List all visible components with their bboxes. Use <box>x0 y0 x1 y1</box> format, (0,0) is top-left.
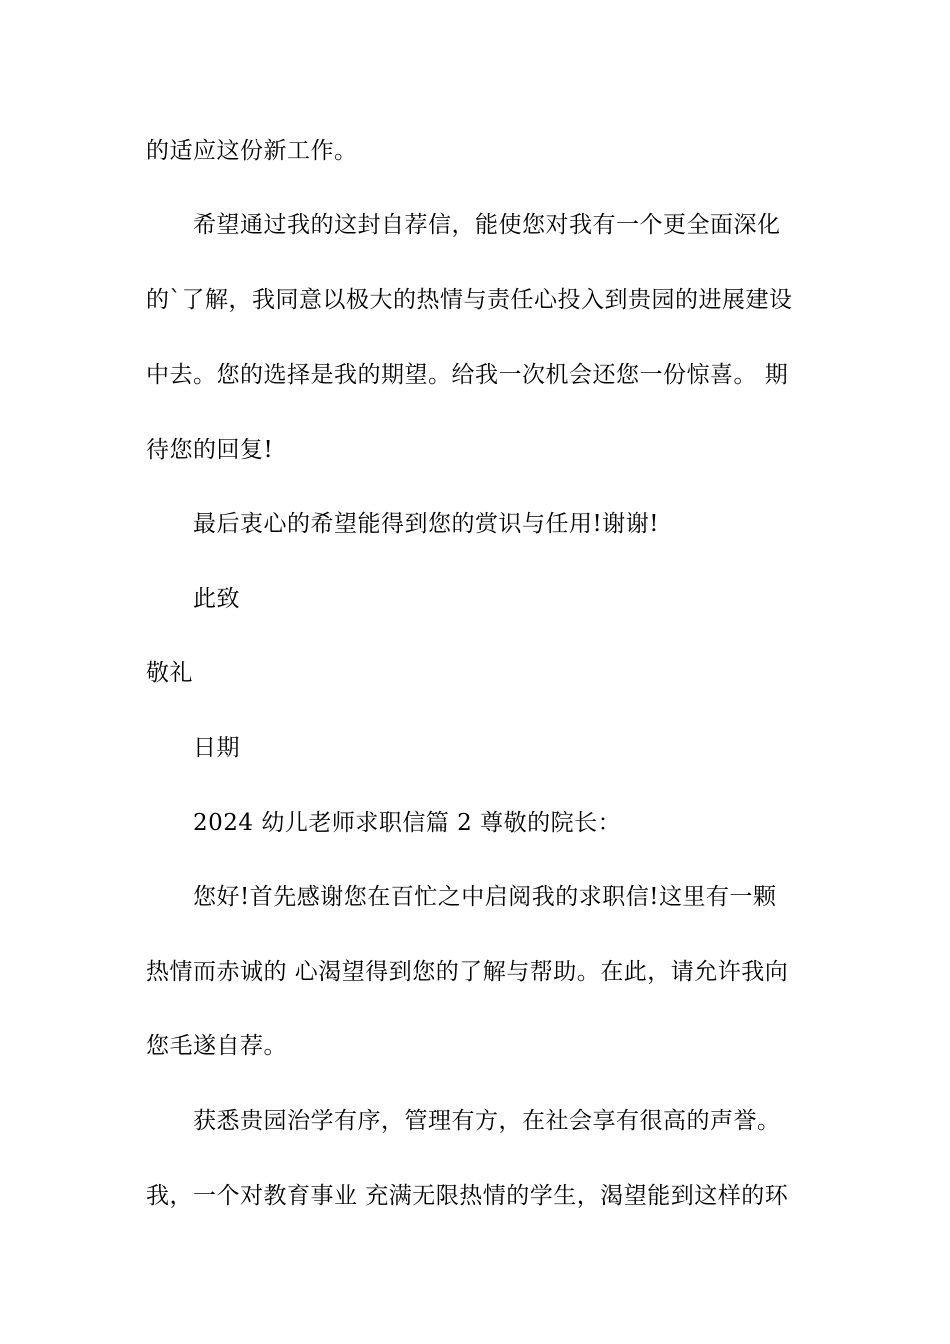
text-line-6: 最后衷心的希望能得到您的赏识与任用!谢谢! <box>193 511 659 537</box>
text-line-8: 敬礼 <box>146 660 193 686</box>
text-line-4: 中去。您的选择是我的期望。给我一次机会还您一份惊喜。 期 <box>146 362 789 388</box>
text-line-14: 获悉贵园治学有序，管理有方，在社会享有很高的声誉。 <box>193 1108 781 1134</box>
text-line-3: 的`了解，我同意以极大的热情与责任心投入到贵园的进展建设 <box>146 287 793 313</box>
text-line-7: 此致 <box>193 586 240 612</box>
text-line-2: 希望通过我的这封自荐信，能使您对我有一个更全面深化 <box>193 212 781 238</box>
text-line-12: 热情而赤诚的 心渴望得到您的了解与帮助。在此，请允许我向 <box>146 959 789 985</box>
text-line-11: 您好!首先感谢您在百忙之中启阅我的求职信!这里有一颗 <box>193 884 777 910</box>
text-line-5: 待您的回复! <box>146 437 274 463</box>
section-heading: 2024 幼儿老师求职信篇 2 尊敬的院长： <box>193 810 622 836</box>
text-line-9: 日期 <box>193 735 240 761</box>
text-line-1: 的适应这份新工作。 <box>146 138 358 164</box>
text-line-15: 我，一个对教育事业 充满无限热情的学生，渴望能到这样的环 <box>146 1183 789 1209</box>
text-line-13: 您毛遂自荐。 <box>146 1033 287 1059</box>
